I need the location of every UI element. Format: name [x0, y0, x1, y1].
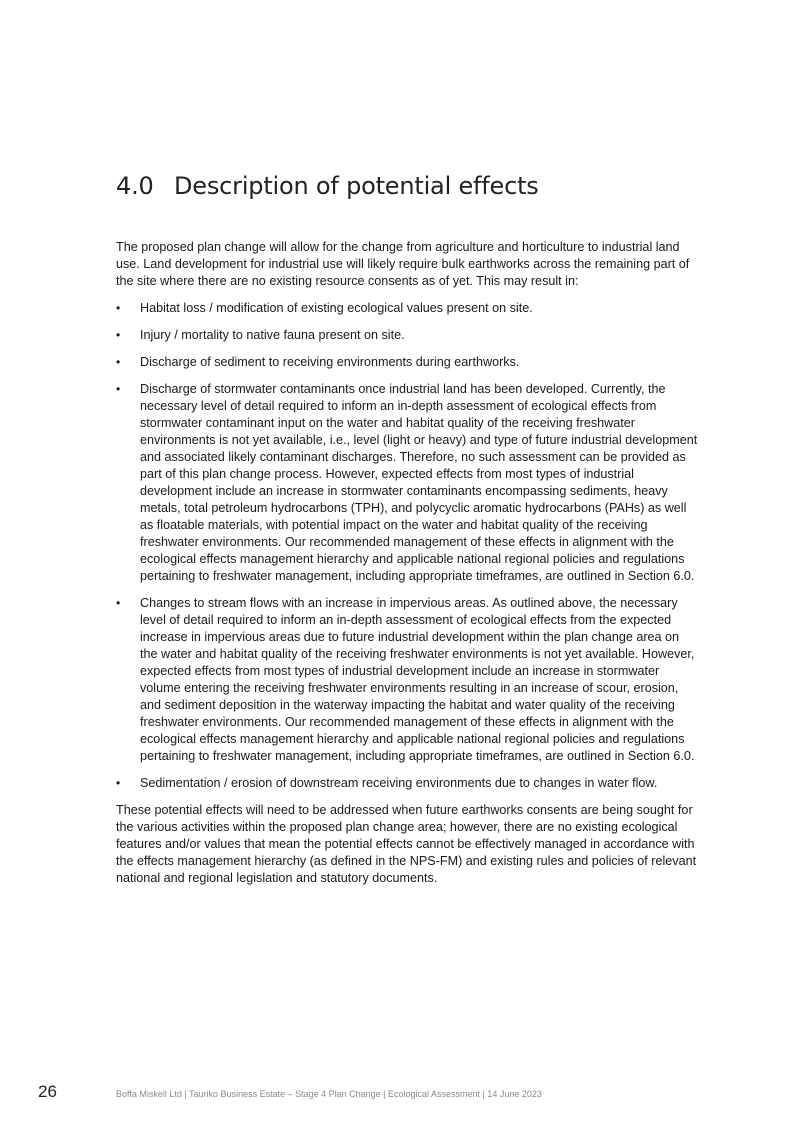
- page-number: 26: [38, 1082, 57, 1101]
- list-item: [116, 595, 700, 765]
- footer-text: Boffa Miskell Ltd | Tauriko Business Estate – Stage 4 Plan Change | Ecological Assessment | 14 June 2023: [116, 1089, 542, 1099]
- bullet-marker: •: [116, 328, 121, 342]
- closing-paragraph: These potential effects will need to be addressed when future earthworks consents are being sought for the various activities within the proposed plan change area; however, there are no existing ecological features and/or values that mean the potential effects cannot be effectively managed in accordance with the effects management hierarchy (as defined in the NPS-FM) and existing rules and policies of relevant national and regional legislation and statutory documents.: [116, 803, 697, 885]
- list-item-text: Habitat loss / modification of existing ecological values present on site.: [140, 301, 533, 315]
- section-number: 4.0: [116, 172, 154, 200]
- intro-paragraph: The proposed plan change will allow for the change from agriculture and horticulture to industrial land use. Land development for industrial use will likely require bulk earthworks across the remaining part of the site where there are no existing resource consents as of yet. This may result in:: [116, 240, 690, 288]
- list-item-text: Changes to stream flows with an increase in impervious areas. As outlined above, the necessary level of detail required to inform an in-depth assessment of ecological effects from the expected increase in impervious areas due to future industrial development within the plan change area on the water and habitat quality of the receiving freshwater environments is not yet available. However, expected effects from most types of industrial development include an increase in stormwater volume entering the receiving freshwater environments resulting in an increase of scour, erosion, and sediment deposition in the waterway impacting the habitat and water quality of the receiving freshwater environments. Our recommended management of these effects in alignment with the ecological effects management hierarchy and applicable national regional policies and regulations pertaining to freshwater management, including appropriate timeframes, are outlined in Section 6.0.: [140, 596, 695, 763]
- list-item: [116, 327, 700, 344]
- list-item: [116, 300, 700, 317]
- list-item-text: Discharge of stormwater contaminants once industrial land has been developed. Currently, the necessary level of detail required to inform an in-depth assessment of ecological effects from stormwater contaminant input on the water and habitat quality of the receiving freshwater environments is not yet available, i.e., level (light or heavy) and type of future industrial development and associated likely contaminant discharges. Therefore, no such assessment can be provided as part of this plan change process. However, expected effects from most types of industrial development include an increase in stormwater contaminants encompassing sediments, heavy metals, total petroleum hydrocarbons (TPH), and polycyclic aromatic hydrocarbons (PAHs) as well as floatable materials, with potential impact on the water and habitat quality of the receiving freshwater environments. Our recommended management of these effects in alignment with the ecological effects management hierarchy and applicable national regional policies and regulations pertaining to freshwater management, including appropriate timeframes, are outlined in Section 6.0.: [140, 382, 698, 583]
- list-item: [116, 381, 700, 585]
- bullet-marker: •: [116, 301, 121, 315]
- bullet-marker: •: [116, 382, 121, 396]
- section-heading: [116, 172, 539, 200]
- bullet-marker: •: [116, 355, 121, 369]
- body-content: [116, 239, 700, 887]
- effects-list: [116, 300, 700, 792]
- bullet-marker: •: [116, 776, 121, 790]
- list-item: [116, 354, 700, 371]
- list-item-text: Sedimentation / erosion of downstream receiving environments due to changes in water flow.: [140, 776, 658, 790]
- list-item-text: Discharge of sediment to receiving environments during earthworks.: [140, 355, 520, 369]
- list-item-text: Injury / mortality to native fauna present on site.: [140, 328, 405, 342]
- list-item: [116, 775, 700, 792]
- section-title: Description of potential effects: [174, 172, 539, 200]
- bullet-marker: •: [116, 596, 121, 610]
